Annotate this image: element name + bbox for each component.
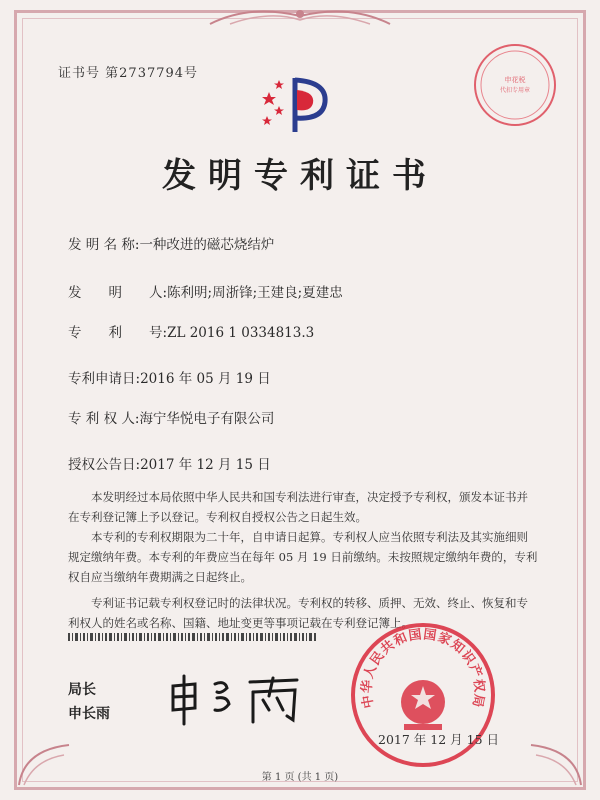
field-inventors: [68, 281, 343, 301]
barcode-strip: [68, 633, 318, 641]
page-indicator: 第 1 页 (共 1 页): [261, 772, 339, 783]
field-patentee: [68, 407, 274, 427]
certificate-body: [68, 487, 538, 633]
signature-name: 申长雨: [68, 706, 110, 722]
top-ornament: [200, 4, 400, 28]
field-label: 专利申请日:: [68, 371, 141, 387]
svg-text:中华人民共和国国家知识产权局: 中华人民共和国国家知识产权局: [359, 627, 487, 710]
certificate-number-value: 第2737794号: [105, 66, 199, 81]
body-paragraph-2: 本专利的专利权期限为二十年，自申请日起算。专利权人应当依照专利法及其实施细则规定缴纳年费。本专利的年费应当在每年 05 月 19 日前缴纳。未按照规定缴纳年费的，专利权自应当缴纳年费期满之日起终止。: [68, 530, 538, 584]
body-paragraph-3: 专利证书记载专利权登记时的法律状况。专利权的转移、质押、无效、终止、恢复和专利权人的姓名或名称、国籍、地址变更等事项记载在专利登记簿上。: [68, 596, 528, 630]
svg-text:申花税: 申花税: [504, 76, 526, 84]
field-label: 专 利 号:: [68, 325, 168, 341]
certificate-number: [58, 62, 198, 81]
signature-title: 局长: [68, 682, 96, 698]
field-filing-date: [68, 367, 271, 387]
field-patent-number: [68, 321, 314, 341]
handwritten-signature: [165, 668, 310, 728]
svg-text:代扣专用章: 代扣专用章: [499, 87, 531, 94]
certificate-number-label: 证书号: [58, 66, 101, 81]
agency-seal-top-right: [470, 40, 560, 130]
body-paragraph-1: 本发明经过本局依照中华人民共和国专利法进行审查，决定授予专利权，颁发本证书并在专利登记簿上予以登记。专利权自授权公告之日起生效。: [68, 490, 528, 524]
field-value: ZL 2016 1 0334813.3: [167, 325, 315, 341]
field-value: 海宁华悦电子有限公司: [139, 411, 275, 427]
field-grant-date: [68, 453, 271, 473]
field-label: 发 明 人:: [68, 285, 168, 301]
page-title: 发明专利证书: [162, 156, 438, 196]
field-invention-name: [68, 233, 274, 253]
field-label: 授权公告日:: [68, 457, 141, 473]
field-value: 2016 年 05 月 19 日: [140, 371, 271, 387]
field-value: 一种改进的磁芯烧结炉: [139, 237, 275, 253]
field-label: 发 明 名 称:: [68, 237, 140, 253]
field-label: 专 利 权 人:: [68, 411, 140, 427]
seal-date: 2017 年 12 月 15 日: [378, 732, 499, 747]
patent-office-emblem-icon: [255, 70, 335, 140]
field-value: 陈利明;周浙锋;王建良;夏建忠: [167, 285, 343, 301]
field-value: 2017 年 12 月 15 日: [140, 457, 271, 473]
